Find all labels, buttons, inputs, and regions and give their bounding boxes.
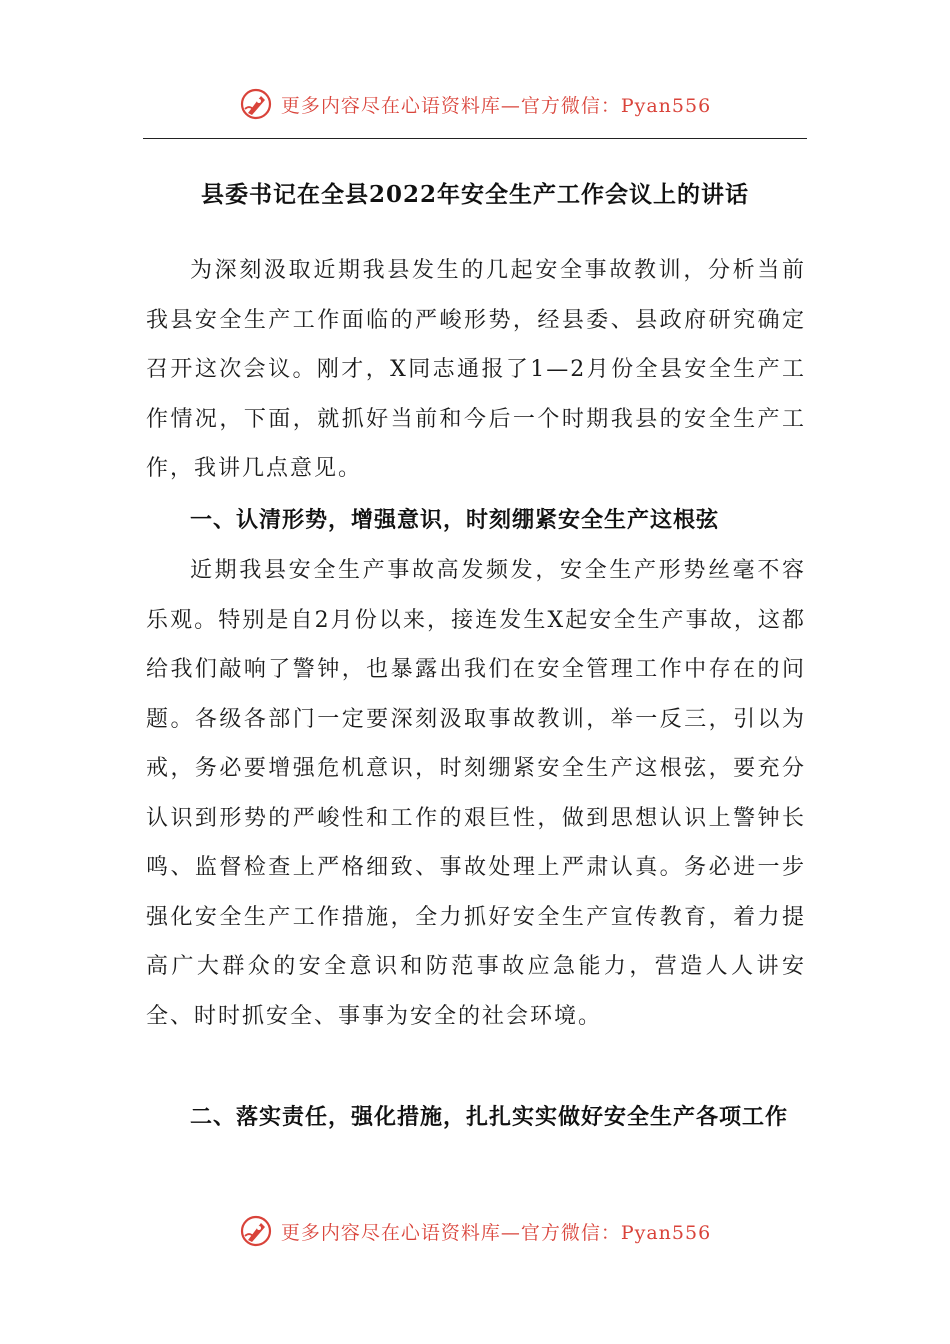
watermark-text: 更多内容尽在心语资料库—官方微信：Pyan556 bbox=[280, 94, 712, 117]
section-heading-2: 二、落实责任，强化措施，扎扎实实做好安全生产各项工作 bbox=[190, 1105, 789, 1130]
header-watermark-banner bbox=[0, 84, 950, 124]
document-title: 县委书记在全县2022年安全生产工作会议上的讲话 bbox=[200, 181, 749, 208]
footer-watermark-banner bbox=[0, 1211, 950, 1251]
header-divider bbox=[143, 138, 807, 139]
pen-nib-icon bbox=[239, 87, 273, 121]
section-body-1: 近期我县安全生产事故高发频发，安全生产形势丝毫不容乐观。特别是自2月份以来，接连发生X起安全生产事故，这都给我们敲响了警钟，也暴露出我们在安全管理工作中存在的问题。各级各部门一定要深刻汲取事故教训，举一反三，引以为戒，务必要增强危机意识，时刻绷紧安全生产这根弦，要充分认识到形势的严峻性和工作的艰巨性，做到思想认识上警钟长鸣、监督检查上严格细致、事故处理上严肃认真。务必进一步强化安全生产工作措施，全力抓好安全生产宣传教育，着力提高广大群众的安全意识和防范事故应急能力，营造人人讲安全、时时抓安全、事事为安全的社会环境。 bbox=[146, 558, 806, 1029]
intro-paragraph: 为深刻汲取近期我县发生的几起安全事故教训，分析当前我县安全生产工作面临的严峻形势，经县委、县政府研究确定召开这次会议。刚才，X同志通报了1—2月份全县安全生产工作情况，下面，就抓好当前和今后一个时期我县的安全生产工作，我讲几点意见。 bbox=[146, 258, 806, 481]
watermark-text: 更多内容尽在心语资料库—官方微信：Pyan556 bbox=[280, 1221, 712, 1244]
section-heading-1: 一、认清形势，增强意识，时刻绷紧安全生产这根弦 bbox=[190, 508, 720, 533]
pen-nib-icon bbox=[239, 1214, 273, 1248]
